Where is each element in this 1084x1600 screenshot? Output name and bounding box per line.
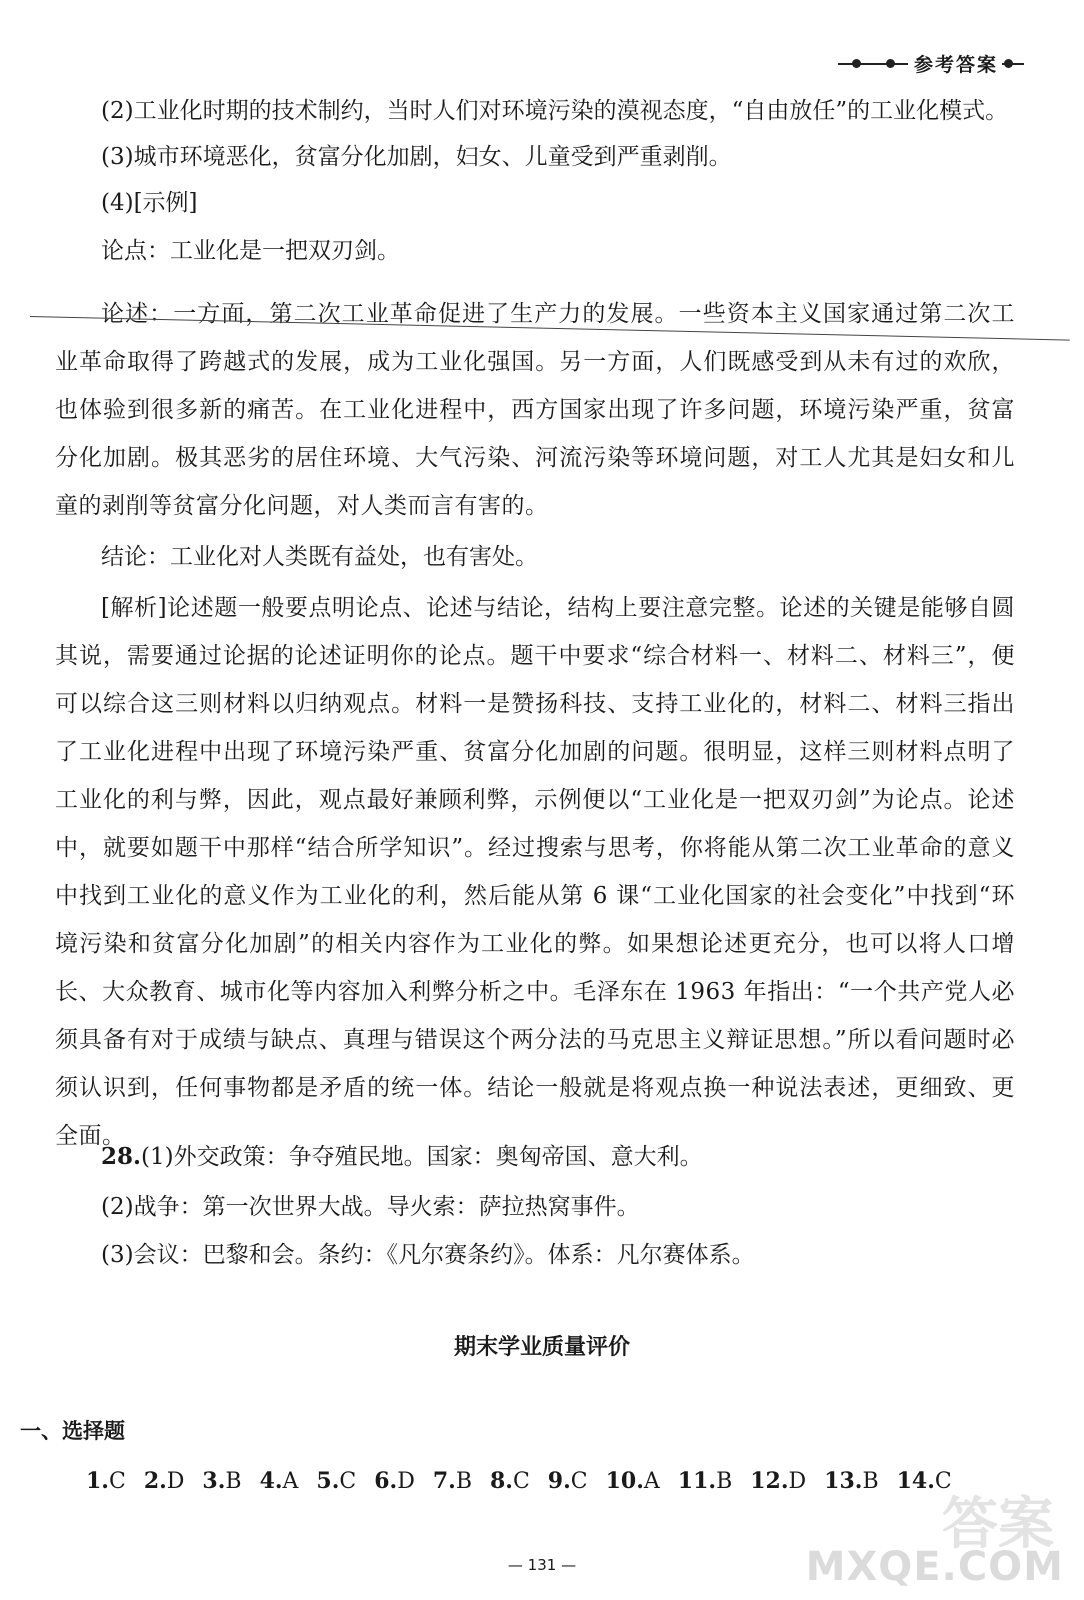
- answer-item: 5.C: [316, 1468, 357, 1494]
- header-decoration: [838, 58, 908, 70]
- answer-28-1: [55, 1134, 1015, 1180]
- answer-item: 1.C: [86, 1468, 126, 1494]
- answer-item: 3.B: [202, 1468, 242, 1494]
- section-subhead: 一、选择题: [20, 1419, 125, 1443]
- answer-27-3: (3)城市环境恶化，贫富分化加剧，妇女、儿童受到严重剥削。: [101, 144, 732, 170]
- section-title: 期末学业质量评价: [453, 1335, 630, 1360]
- answer-item: 13.B: [824, 1468, 879, 1494]
- answer-item: 9.C: [547, 1468, 588, 1494]
- answer-item: 11.B: [677, 1468, 733, 1494]
- answer-item: 2.D: [143, 1468, 185, 1494]
- answer-item: 12.D: [750, 1468, 807, 1494]
- answer-28-1-text: (1)外交政策：争夺殖民地。国家：奥匈帝国、意大利。: [141, 1144, 703, 1170]
- answer-item: 4.A: [259, 1468, 299, 1494]
- thesis-line: 论点：工业化是一把双刃剑。: [101, 238, 400, 264]
- answer-27-4-label: (4)[示例]: [101, 190, 198, 216]
- conclusion-line: 结论：工业化对人类既有益处，也有害处。: [101, 544, 538, 570]
- question-number: 28.: [101, 1143, 142, 1170]
- header-tag: [838, 50, 1024, 77]
- answer-28-3: (3)会议：巴黎和会。条约：《凡尔赛条约》。体系：凡尔赛体系。: [101, 1242, 755, 1268]
- analysis-paragraph: [解析]论述题一般要点明论点、论述与结论，结构上要注意完整。论述的关键是能够自圆其说，需要通过论据的论述证明你的论点。题干中要求“综合材料一、材料二、材料三”，便可以综合这三则材料以归纳观点。材料一是赞扬科技、支持工业化的，材料二、材料三指出了工业化进程中出现了环境污染严重、贫富分化加剧的问题。很明显，这样三则材料点明了工业化的利与弊，因此，观点最好兼顾利弊，示例便以“工业化是一把双刃剑”为论点。论述中，就要如题干中那样“结合所学知识”。经过搜索与思考，你将能从第二次工业革命的意义中找到工业化的意义作为工业化的利，然后能从第 6 课“工业化国家的社会变化”中找到“环境污染和贫富分化加剧”的相关内容作为工业化的弊。如果想论述更充分，也可以将人口增长、大众教育、城市化等内容加入利弊分析之中。毛泽东在 1963 年指出：“一个共产党人必须具备有对于成绩与缺点、真理与错误这个两分法的马克思主义辩证思想。”所以看问题时必须认识到，任何事物都是矛盾的统一体。结论一般就是将观点换一种说法表述，更细致、更全面。: [55, 595, 1015, 1149]
- watermark-logo: 答案: [942, 1492, 1054, 1557]
- answer-item: 7.B: [432, 1468, 472, 1494]
- answer-item: 8.C: [489, 1468, 530, 1494]
- argument-paragraph: 论述：一方面，第二次工业革命促进了生产力的发展。一些资本主义国家通过第二次工业革命取得了跨越式的发展，成为工业化强国。另一方面，人们既感受到从未有过的欢欣，也体验到很多新的痛苦。在工业化进程中，西方国家出现了许多问题，环境污染严重，贫富分化加剧。极其恶劣的居住环境、大气污染、河流污染等环境问题，对工人尤其是妇女和儿童的剥削等贫富分化问题，对人类而言有害的。: [55, 301, 1015, 519]
- answer-item: 6.D: [374, 1468, 415, 1494]
- answer-item: 14.C: [896, 1468, 952, 1494]
- answer-28-2: (2)战争：第一次世界大战。导火索：萨拉热窝事件。: [101, 1194, 640, 1220]
- page-number: — 131 —: [507, 1556, 577, 1574]
- watermark-site: MXQE.COM: [805, 1544, 1064, 1590]
- header-label: 参考答案: [913, 54, 998, 76]
- answer-key-row: [86, 1468, 952, 1494]
- answer-item: 10.A: [605, 1468, 660, 1494]
- header-decoration-tail: [1002, 58, 1024, 70]
- answer-27-2: (2)工业化时期的技术制约，当时人们对环境污染的漠视态度，“自由放任”的工业化模式。: [101, 98, 1009, 124]
